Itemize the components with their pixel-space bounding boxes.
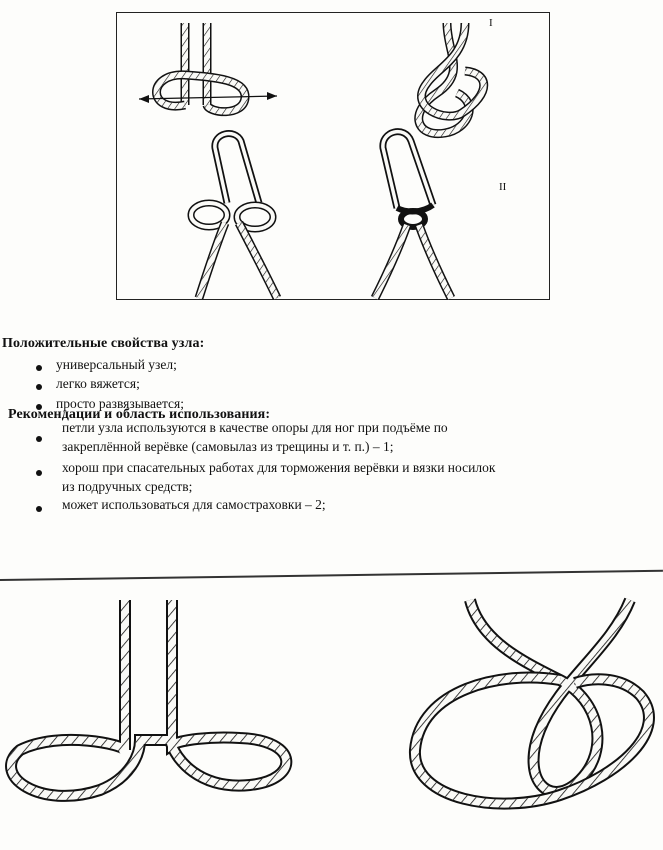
section-divider xyxy=(0,570,663,581)
recommendation-item-line: петли узла используются в качестве опоры для ног при подъёме по xyxy=(62,420,448,435)
rope-loops-left xyxy=(11,600,286,796)
property-item: просто развязывается; xyxy=(56,396,184,411)
recommendation-item-line: хорош при спасательных работах для торможения верёвки и вязки носилок xyxy=(62,460,496,475)
properties-heading: Положительные свойства узла: xyxy=(2,336,205,351)
rope-figure-eight-right xyxy=(415,600,649,804)
knot-stage-2-right xyxy=(375,132,451,298)
recommendation-item-line: закреплённой верёвке (самовылаз из трещины и т. п.) – 1; xyxy=(62,439,394,454)
knot-illustration xyxy=(117,13,551,301)
bullet-icon xyxy=(36,384,42,390)
recommendation-item-line: из подручных средств; xyxy=(62,479,193,494)
bullet-icon xyxy=(36,365,42,371)
bullet-icon xyxy=(36,470,42,476)
figure-label-ii: II xyxy=(499,181,507,193)
property-item: универсальный узел; xyxy=(56,357,177,372)
recommendation-item-line: может использоваться для самостраховки – 2; xyxy=(62,497,326,512)
bullet-icon xyxy=(36,506,42,512)
knot-stage-1-right xyxy=(419,23,484,134)
knot-stage-1-left xyxy=(139,23,277,112)
bullet-icon xyxy=(36,436,42,442)
property-item: легко вяжется; xyxy=(56,376,140,391)
knot-figure-frame xyxy=(116,12,550,300)
figure-label-i: I xyxy=(489,17,493,29)
knot-stage-2-left xyxy=(191,134,277,298)
knot-tying-illustration xyxy=(0,580,663,850)
recommendations-heading: Рекомендации и область использования: xyxy=(8,407,271,422)
